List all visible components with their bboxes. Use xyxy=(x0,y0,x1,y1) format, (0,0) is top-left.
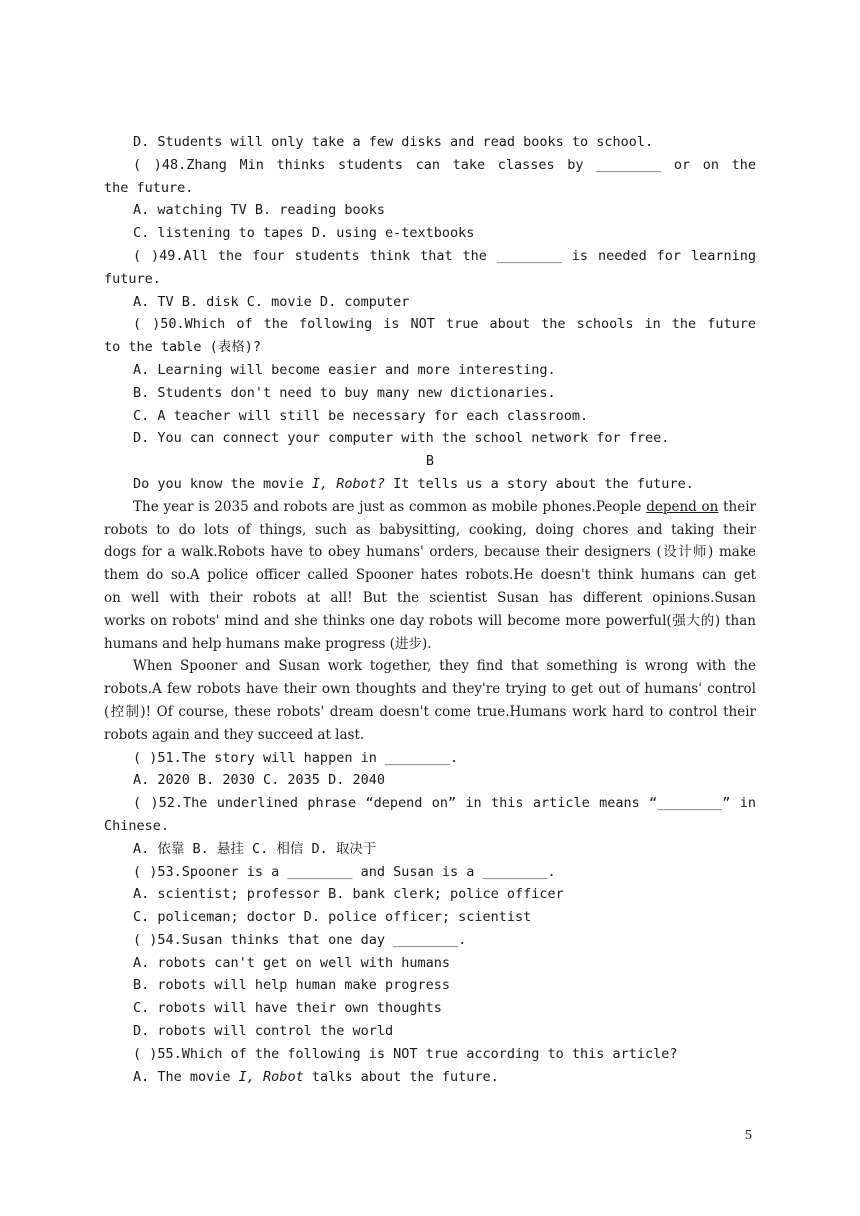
passage-line: on well with their robots at all! But the scientist Susan has different opinions.Susan xyxy=(104,589,756,606)
passage-intro xyxy=(104,473,756,496)
passage-line-c: their xyxy=(718,498,756,515)
option-47-d: D. Students will only take a few disks and read books to school. xyxy=(133,134,654,150)
option-54-d: D. robots will control the world xyxy=(133,1023,394,1040)
option-50-d: D. You can connect your computer with the school network for free. xyxy=(133,430,670,447)
question-52-cont: Chinese. xyxy=(104,817,170,834)
question-51: ( )51.The story will happen in ________. xyxy=(133,749,459,766)
passage-line: them do so.A police officer called Spooner hates robots.He doesn't think humans can get xyxy=(104,567,756,584)
page-content xyxy=(104,131,756,1088)
passage-line: robots to do lots of things, such as babysitting, cooking, doing chores and taking their xyxy=(104,521,756,538)
passage-line-a: The year is 2035 and robots are just as common as mobile phones.People xyxy=(133,498,647,515)
option-50-a: A. Learning will become easier and more interesting. xyxy=(133,361,556,378)
passage-line: humans and help humans make progress (进步). xyxy=(104,635,432,652)
options-51: A. 2020 B. 2030 C. 2035 D. 2040 xyxy=(133,772,385,789)
passage-line: When Spooner and Susan work together, they find that something is wrong with the xyxy=(133,658,756,675)
option-54-a: A. robots can't get on well with humans xyxy=(133,954,450,971)
options-53-cd: C. policeman; doctor D. police officer; scientist xyxy=(133,909,532,926)
passage-line: robots.A few robots have their own thoughts and they're trying to get out of humans' control xyxy=(104,681,756,698)
option-55-a-text: A. The movie xyxy=(133,1068,239,1085)
option-54-b: B. robots will help human make progress xyxy=(133,977,450,994)
options-48-cd: C. listening to tapes D. using e-textbooks xyxy=(133,225,475,242)
option-55-a-end: talks about the future. xyxy=(303,1068,499,1085)
underlined-phrase: depend on xyxy=(646,498,719,515)
section-heading-b: B xyxy=(425,453,435,470)
passage-line: dogs for a walk.Robots have to obey humans' orders, because their designers (设计师) make xyxy=(104,544,756,561)
options-48-ab: A. watching TV B. reading books xyxy=(133,202,385,219)
movie-title: I, Robot? xyxy=(311,475,385,492)
option-50-c: C. A teacher will still be necessary for each classroom. xyxy=(133,407,589,424)
passage-line: works on robots' mind and she thinks one day robots will become more powerful(强大的) than xyxy=(104,612,756,629)
question-55: ( )55.Which of the following is NOT true according to this article? xyxy=(133,1045,678,1062)
question-52: ( )52.The underlined phrase “depend on” in this article means “________” in xyxy=(133,795,756,812)
option-50-b: B. Students don't need to buy many new dictionaries. xyxy=(133,384,556,401)
option-54-c: C. robots will have their own thoughts xyxy=(133,1000,442,1017)
question-54: ( )54.Susan thinks that one day ________. xyxy=(133,931,467,948)
question-49-cont: future. xyxy=(104,270,161,287)
question-48-cont: the future. xyxy=(104,179,194,196)
options-53-ab: A. scientist; professor B. bank clerk; police officer xyxy=(133,886,564,903)
passage-line: robots again and they succeed at last. xyxy=(104,726,365,743)
options-49: A. TV B. disk C. movie D. computer xyxy=(133,293,410,310)
passage-intro-c: It tells us a story about the future. xyxy=(384,475,694,492)
movie-title: I, Robot xyxy=(238,1068,304,1085)
option-55-a xyxy=(104,1066,756,1089)
question-48: ( )48.Zhang Min thinks students can take classes by ________ or on the xyxy=(133,156,756,173)
question-50: ( )50.Which of the following is NOT true about the schools in the future xyxy=(133,316,756,333)
question-50-cont: to the table (表格)? xyxy=(104,339,262,356)
page-number: 5 xyxy=(745,1128,752,1143)
question-53: ( )53.Spooner is a ________ and Susan is a ________. xyxy=(133,863,556,880)
passage-line xyxy=(104,496,756,519)
passage-line: (控制)! Of course, these robots' dream doesn't come true.Humans work hard to control their xyxy=(104,703,756,720)
options-52: A. 依靠 B. 悬挂 C. 相信 D. 取决于 xyxy=(133,840,377,857)
passage-intro-a: Do you know the movie xyxy=(133,475,312,492)
question-49: ( )49.All the four students think that the ________ is needed for learning xyxy=(133,247,756,264)
